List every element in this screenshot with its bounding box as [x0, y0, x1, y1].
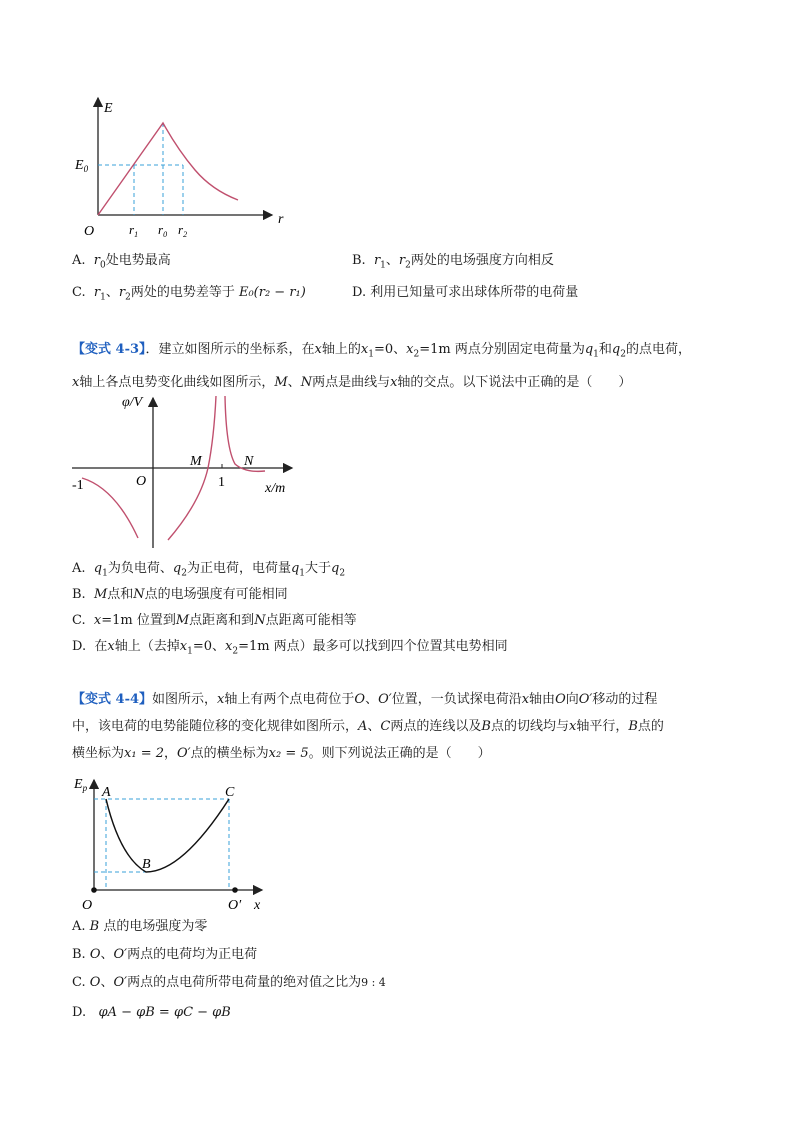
- q3-stem: 【变式 4-4】如图所示，x轴上有两个点电荷位于O、O′位置，一负试探电荷沿x轴由O向O′移动的过程 中，该电荷的电势能随位移的变化规律如图所示，A、C两点的连线以及B点的切线均与x轴平行，B点的 横坐标为x₁ = 2，O′点的横坐标为x₂ = 5。则下列说法正确的是（ ）: [72, 692, 664, 761]
- phi-curve-left: [82, 478, 138, 538]
- one-label: 1: [218, 475, 225, 490]
- origin-label: O: [84, 224, 95, 239]
- phi-x-graph: [60, 388, 310, 553]
- x-label: r: [278, 212, 284, 227]
- o-prime-label: O′: [228, 898, 242, 913]
- neg1-label: -1: [72, 478, 84, 493]
- origin-label: O: [136, 474, 147, 489]
- q1-option-b[interactable]: B. $r_1$、$r_2$两处的电场强度方向相反: [352, 253, 554, 271]
- c-label: C: [225, 785, 235, 800]
- q2-option-b[interactable]: B. M点和N点的电场强度有可能相同: [72, 587, 288, 602]
- q1-option-c[interactable]: C. $r_1$、$r_2$两处的电势差等于 E₀(r₂ − r₁): [72, 285, 306, 303]
- a-label: A: [102, 785, 111, 800]
- e-r-graph: [60, 90, 300, 250]
- r0-label: $r_0$: [158, 222, 168, 239]
- ratio-value: 9 : 4: [361, 976, 386, 989]
- o-label: O: [82, 898, 93, 913]
- origin-dot: [91, 887, 97, 893]
- q2-option-c[interactable]: C. x=1m 位置到M点距离和到N点距离可能相等: [72, 613, 357, 628]
- r2-label: $r_2$: [178, 222, 188, 239]
- ep-x-graph: [62, 772, 282, 914]
- m-label: M: [190, 454, 202, 469]
- q2-tag: 【变式 4-3】: [72, 342, 146, 357]
- q3-option-c[interactable]: C. O、O′两点的点电荷所带电荷量的绝对值之比为9 : 4: [72, 975, 386, 990]
- q1-option-d[interactable]: D. 利用已知量可求出球体所带的电荷量: [352, 285, 579, 300]
- y-label: φ/V: [122, 395, 143, 410]
- e0-label: $E_0$: [75, 158, 89, 174]
- q3-tag: 【变式 4-4】: [72, 692, 153, 707]
- q2-option-a[interactable]: A. $q_1$为负电荷、$q_2$为正电荷，电荷量$q_1$大于$q_2$: [72, 561, 346, 579]
- q3-option-d[interactable]: D. φA − φB = φC − φB: [72, 1005, 231, 1020]
- q3-option-b[interactable]: B. O、O′两点的电荷均为正电荷: [72, 947, 258, 962]
- q1-option-a[interactable]: A. $r_0$处电势最高: [72, 253, 171, 271]
- y-label: $E_p$: [74, 777, 88, 793]
- o-prime-dot: [232, 887, 238, 893]
- e-curve: [98, 123, 238, 215]
- y-label: E: [104, 101, 113, 116]
- q2-option-d[interactable]: D. 在x轴上（去掉$x_1=0$、$x_2=1m$ 两点）最多可以找到四个位置其电势相同: [72, 639, 508, 657]
- r1-label: $r_1$: [129, 222, 139, 239]
- q3-option-a[interactable]: A. B 点的电场强度为零: [72, 919, 208, 934]
- ep-curve: [106, 799, 229, 872]
- b-label: B: [142, 857, 151, 872]
- q2-stem: 【变式 4-3】．建立如图所示的坐标系，在x轴上的$x_1=0$、$x_2=1m$ 两点分别固定电荷量为$q_1$和$q_2$的点电荷， x轴上各点电势变化曲线如图所示，M、N两点是曲线与x轴的交点。以下说法中正确的是（ ）: [72, 342, 691, 390]
- n-label: N: [244, 454, 254, 469]
- x-label: x/m: [265, 481, 286, 496]
- formula-e0-diff: E₀(r₂ − r₁): [238, 285, 306, 300]
- phi-formula: φA − φB = φC − φB: [98, 1005, 231, 1020]
- x-label: x: [254, 898, 261, 913]
